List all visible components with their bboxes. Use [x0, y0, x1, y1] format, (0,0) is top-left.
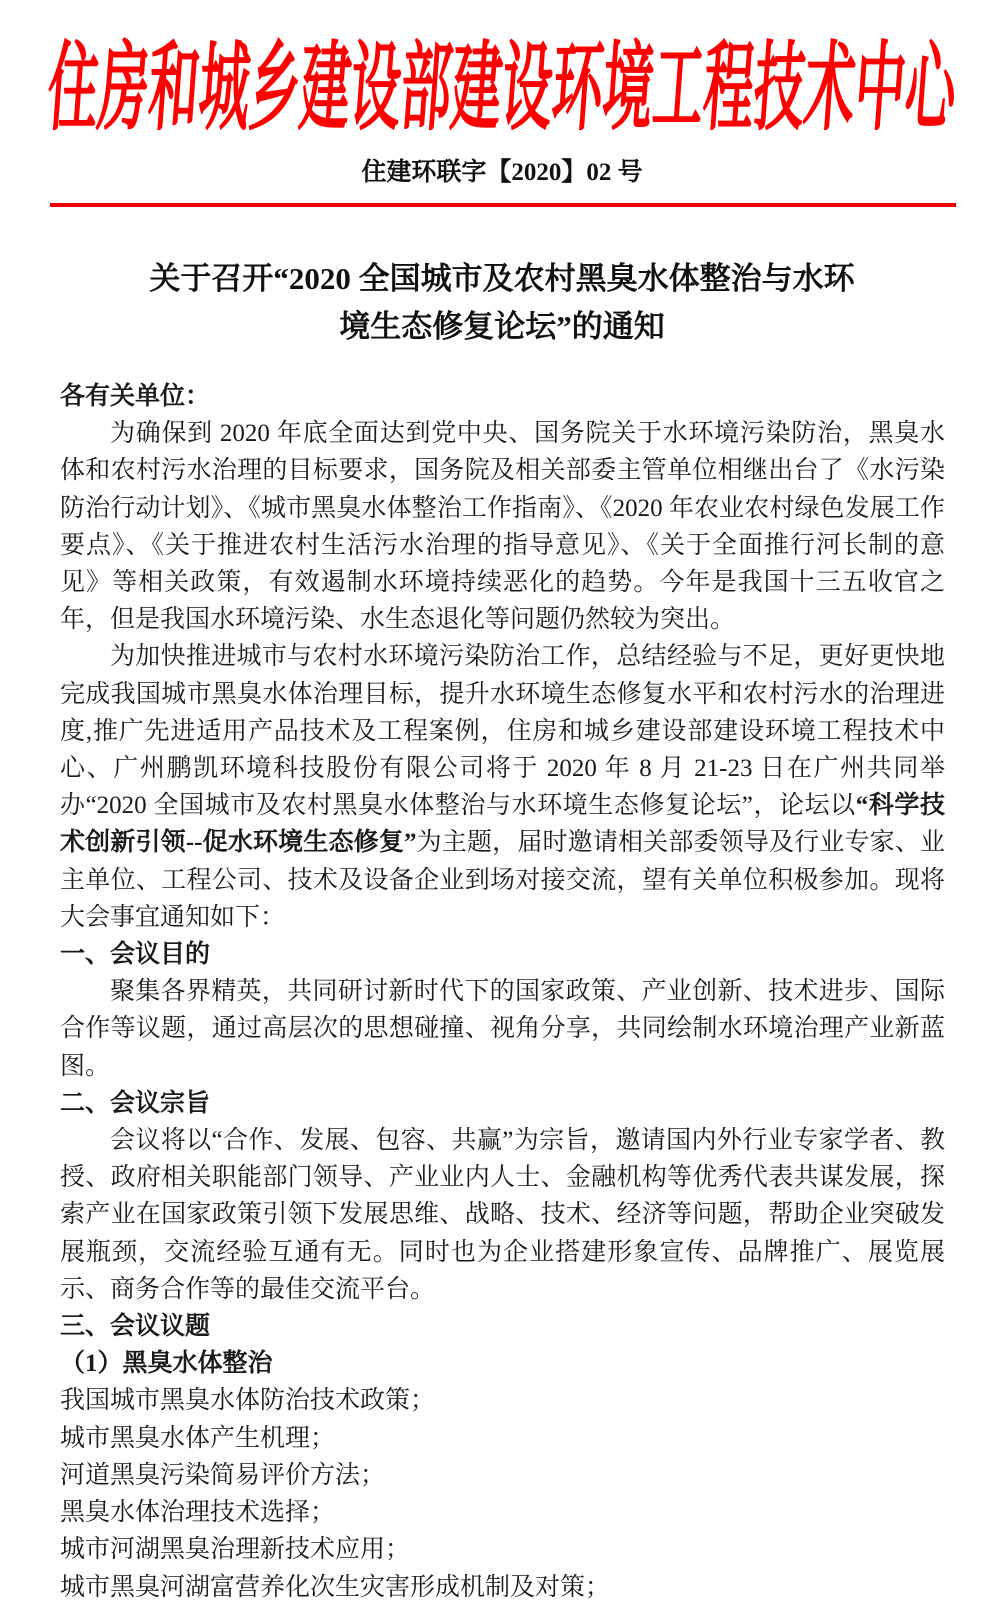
letterhead	[0, 34, 1004, 142]
notice-body	[0, 378, 1004, 1606]
notice-title-line2: 境生态修复论坛”的通知	[339, 309, 665, 344]
paragraph-policy-background: 为确保到 2020 年底全面达到党中央、国务院关于水环境污染防治，黑臭水体和农村污水治理的目标要求，国务院及相关部委主管单位相继出台了《水污染防治行动计划》、《城市黑臭水体整治工作指南》、《2020 年农业农村绿色发展工作要点》、《关于推进农村生活污水治理的指导意见》、《关于全面推行河长制的意见》等相关政策，有效遏制水环境持续恶化的趋势。今年是我国十三五收官之年，但是我国水环境污染、水生态退化等问题仍然较为突出。	[60, 420, 945, 634]
topic-item: 城市黑臭河湖富营养化次生灾害形成机制及对策；	[60, 1573, 611, 1601]
document-page	[0, 34, 1004, 1601]
section-body-purpose: 聚集各界精英，共同研讨新时代下的国家政策、产业创新、技术进步、国际合作等议题，通过高层次的思想碰撞、视角分享，共同绘制水环境治理产业新蓝图。	[60, 978, 945, 1080]
section-heading-tenet: 二、会议宗旨	[60, 1089, 211, 1117]
forum-announcement-tail: 为主题，届时邀请相关部委领导及行业专家、业主单位、工程公司、技术及设备企业到场对接交流，望有关单位积极参加。现将大会事宜通知如下：	[60, 829, 945, 931]
red-divider-line	[50, 203, 956, 207]
topic-item: 我国城市黑臭水体防治技术政策；	[60, 1387, 436, 1415]
forum-announcement-text: 为加快推进城市与农村水环境污染防治工作，总结经验与不足，更好更快地完成我国城市黑臭水体治理目标，提升水环境生态修复水平和农村污水的治理进度,推广先进适用产品技术及工程案例，住房和城乡建设部建设环境工程技术中心、广州鹏凯环境科技股份有限公司将于 2020 年 8 月 21-23 日在广州共同举办“2020 全国城市及农村黑臭水体整治与水环境生态修复论坛”，论坛以	[60, 643, 945, 820]
paragraph-forum-announcement	[60, 638, 945, 936]
letterhead-title: 住房和城乡建设部建设环境工程技术中心	[44, 34, 960, 142]
topic-item: 河道黑臭污染简易评价方法；	[60, 1461, 386, 1489]
topic-group-title: （1）黑臭水体整治	[60, 1350, 273, 1378]
section-heading-purpose: 一、会议目的	[60, 941, 211, 969]
notice-title	[60, 255, 944, 351]
salutation: 各有关单位：	[60, 383, 211, 410]
section-body-tenet: 会议将以“合作、发展、包容、共赢”为宗旨，邀请国内外行业专家学者、教授、政府相关职能部门领导、产业业内人士、金融机构等优秀代表共谋发展，探索产业在国家政策引领下发展思维、战略、技术、经济等问题，帮助企业突破发展瓶颈，交流经验互通有无。同时也为企业搭建形象宣传、品牌推广、展览展示、商务合作等的最佳交流平台。	[60, 1127, 945, 1303]
doc-number: 住建环联字【2020】02 号	[361, 159, 643, 186]
topic-item: 城市河湖黑臭治理新技术应用；	[60, 1536, 411, 1564]
topic-item: 黑臭水体治理技术选择；	[60, 1499, 336, 1527]
section-heading-topics: 三、会议议题	[60, 1313, 211, 1341]
forum-theme-text: “科学技术创新引领--促水环境生态修复”	[60, 792, 945, 857]
topic-item: 城市黑臭水体产生机理；	[60, 1424, 336, 1452]
notice-title-line1: 关于召开“2020 全国城市及农村黑臭水体整治与水环	[149, 261, 855, 296]
